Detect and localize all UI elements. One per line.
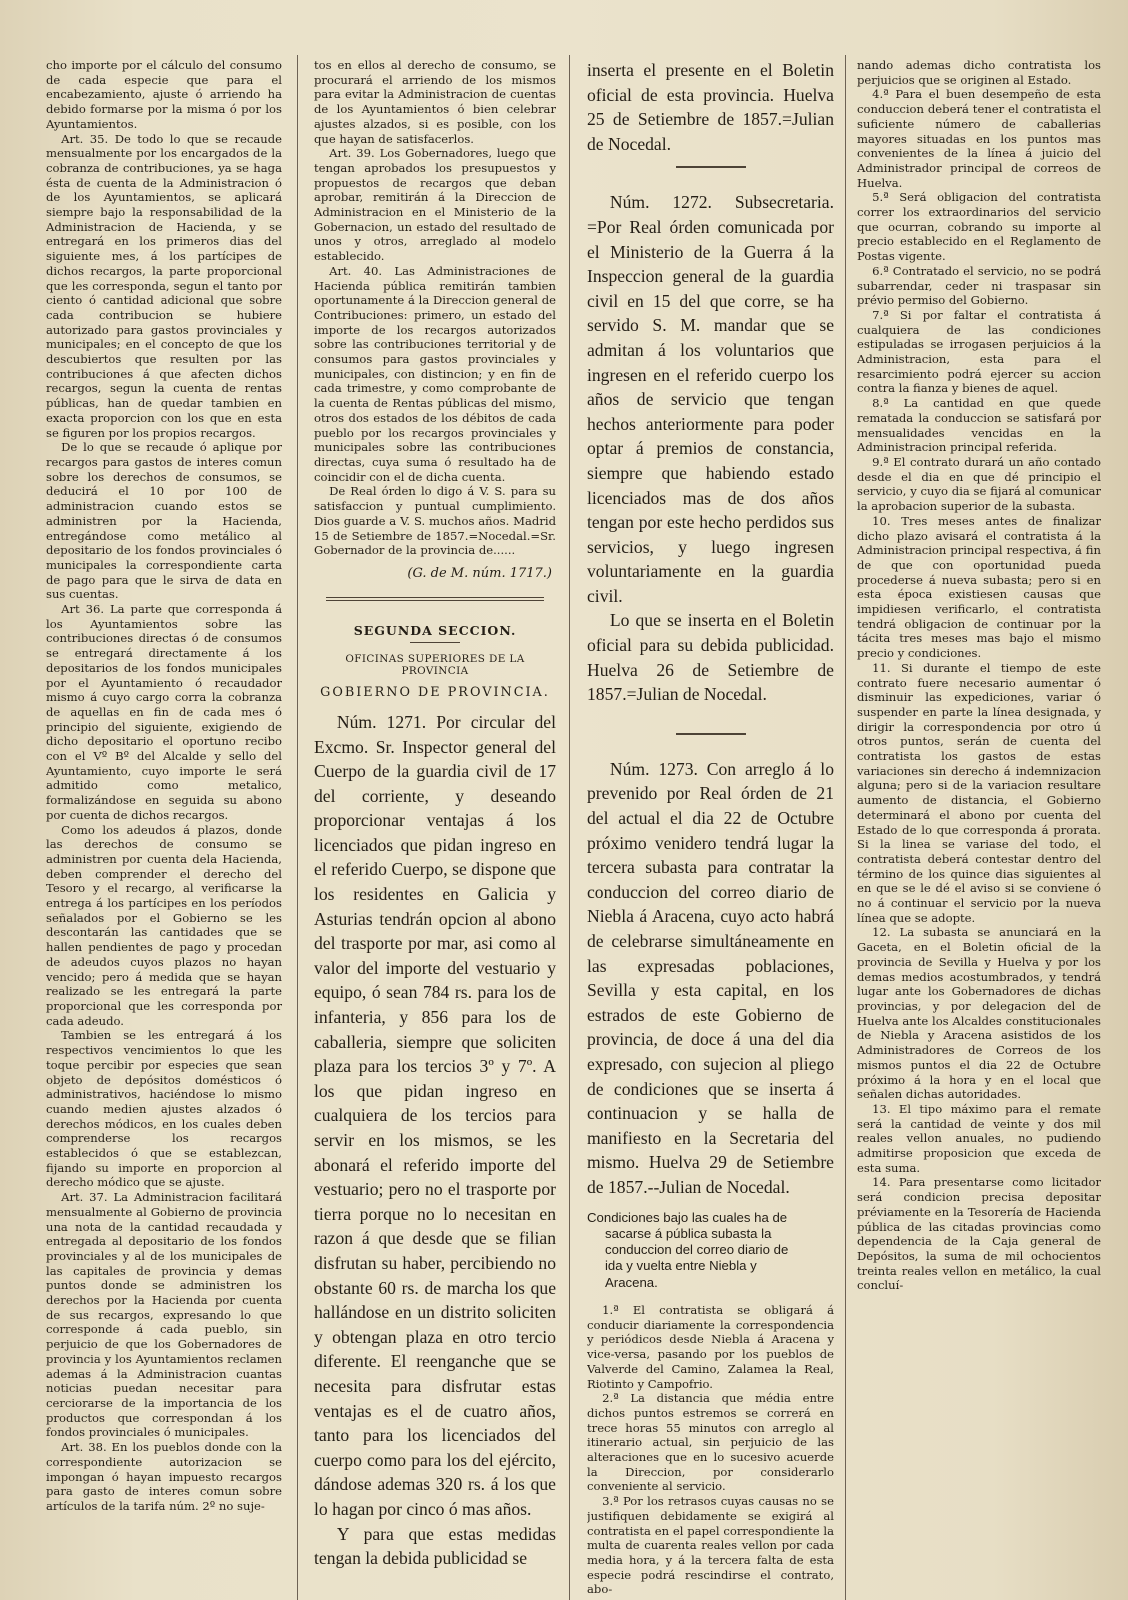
condition-6: 6.ª Contratado el servicio, no se podrá subarrendar, ceder ni traspasar sin prévio permiso del Gobierno.: [857, 263, 1101, 308]
article-40: Art. 40. Las Administraciones de Hacienda pública remitirán tambien oportunamente á la Direccion general de Contribuciones: primero, un estado del importe de los recargos autorizados sobre las contribuciones territorial y de consumos para gastos provinciales y municipales, con distincion; y en fin de cada trimestre, y como comprobante de la cuenta de Rentas públicas del mismo, otros dos estados de los débitos de cada pueblo por los recargos provinciales y municipales sobre las contribuciones directas, cuya suma ó resultado ha de coincidir con el de dicha cuenta.: [314, 263, 556, 484]
article-38: Art. 38. En los pueblos donde con la correspondiente autorizacion se impongan ó hayan impuesto recargos para gasto de interes comun sobre artículos de la tarifa núm. 2º no suje-: [46, 1440, 282, 1513]
condition-13: 13. El tipo máximo para el remate será la cantidad de veinte y dos mil reales vellon anuales, no pudiendo admitirse proposicion que exceda de esta suma.: [857, 1101, 1101, 1175]
condition-7: 7.ª Si por faltar el contratista á cualquiera de las condiciones estipuladas se irrogasen perjuicios á la Administracion, esta para el resarcimiento podrá ejercer su accion contra la fianza y bienes de aquel.: [857, 307, 1101, 396]
condition-8: 8.ª La cantidad en que quede rematada la conduccion se satisfará por mensualidades vencidas en la Administracion principal referida.: [857, 396, 1101, 455]
column-1: [46, 58, 282, 1598]
column-3: [587, 58, 834, 1598]
paragraph: De lo que se recaude ó aplique por recargos para gastos de interes comun sobre los derechos de consumos, se deducirá el 10 por 100 de administracion cuando estos se administren por la Hacienda, entregándose como metálico al depositario de los fondos provinciales ó municipales la correspondiente carta de pago para que le sirva de data en sus cuentas.: [46, 440, 282, 602]
column-2: [314, 58, 556, 1598]
column-divider: [569, 55, 570, 1600]
article-37: Art. 37. La Administracion facilitará mensualmente al Gobierno de provincia una nota de la cantidad recaudada y entregada al depositario de los fondos provinciales y al de los municipales de las capitales de provincia y demas puntos donde se administren los derechos por la Hacienda por cuenta de sus recargos, expresando lo que corresponde á cada pueblo, sin perjuicio de que los Gobernadores de provincia y los Ayuntamientos reclamen ademas á la Administracion cuantas noticias puedan necesitar para cerciorarse de la importancia de los productos que correspondan á los fondos provinciales ó municipales.: [46, 1190, 282, 1440]
conditions-title: Condiciones bajo las cuales ha de sacarse á pública subasta la conduccion del correo diario de ida y vuelta entre Niebla y Aracena.: [587, 1209, 789, 1290]
article-36: Art 36. La parte que corresponda á los Ayuntamientos sobre las contribuciones directas ó de consumos se entregará directamente á los depositarios de los fondos municipales por el Ayuntamiento ó recaudador mismo á cuyo cargo corra la cobranza de aquellas en fin de cada mes ó principio del siguiente, exigiendo de dicho depositario el oportuno recibo con el Vº Bº del Alcalde y sello del Ayuntamiento, cuyo importe le será admitido como metalico, formalizándose en seguida su abono por cuenta de dichos recargos.: [46, 602, 282, 822]
article-35: Art. 35. De todo lo que se recaude mensualmente por los encargados de la cobranza de contribuciones, ya se haga ésta de cuenta de la Administracion ó de los Ayuntamientos, se aplicará siempre bajo la responsabilidad de la Administracion de Hacienda, y se entregará en los primeros dias del siguiente mes, á los partícipes de dichos recargos, la parte proporcional que les corresponda, segun el tanto por ciento ó cantidad adicional que sobre cada contribucion se hubiere autorizado para gastos provinciales y municipales; en el concepto de que los descubiertos que resulten por las contribuciones á que afecten dichos recargos, segun la cuenta de rentas públicas, han de quedar tambien en exacta proporcion con los que en esta se figuren por los propios recargos.: [46, 131, 282, 440]
column-4: [857, 58, 1101, 1598]
divider: [676, 166, 746, 168]
source-citation: (G. de M. núm. 1717.): [407, 565, 552, 581]
condition-11: 11. Si durante el tiempo de este contrato fuere necesario aumentar ó disminuir las expediciones, variar ó suspender en parte la línea designada, y dirigir la correspondencia por otro ú otros puntos, serán de cuenta del contratista los gastos de estas variaciones sin derecho á indemnizacion alguna; pero si de la variacion resultare aumento de distancia, el Gobierno determinará el abono por cuenta del Estado de lo que corresponda á prorata. Si la linea se variase del todo, el contratista deberá contestar dentro del término de los quince dias siguientes al en que se le dé el aviso si se conviene ó no á continuar el servicio por la nueva línea que se adopte.: [857, 660, 1101, 925]
section-title: SEGUNDA SECCION.: [353, 622, 517, 638]
gobierno-heading: GOBIERNO DE PROVINCIA.: [320, 684, 550, 700]
paragraph: De Real órden lo digo á V. S. para su satisfaccion y puntual cumplimiento. Dios guarde a V. S. muchos años. Madrid 15 de Setiembre de 1857.=Nocedal.=Sr. Gobernador de la provincia de......: [314, 484, 556, 558]
paragraph: Lo que se inserta en el Boletin oficial para su debida publicidad. Huelva 26 de Setiembre de 1857.=Julian de Nocedal.: [587, 610, 834, 705]
condition-2: 2.ª La distancia que média entre dichos puntos estremos se correrá en trece horas 55 minutos con arreglo al itinerario actual, sin perjuicio de las alteraciones que en lo sucesivo acuerde la Direccion, por considerarlo conveniente al servicio.: [587, 1391, 834, 1494]
notice-1273: Núm. 1273. Con arreglo á lo prevenido por Real órden de 21 del actual el dia 22 de Octubre próximo venidero tendrá lugar la tercera subasta para contratar la conduccion del correo diario de Niebla á Aracena, cuyo acto habrá de celebrarse simultáneamente en las expresadas poblaciones, Sevilla y esta capital, en los estrados de este Gobierno de provincia, de doce á una del dia expresado, con sujecion al pliego de condiciones que se inserta á continuacion y se halla de manifiesto en la Secretaria del mismo. Huelva 29 de Setiembre de 1857.--Julian de Nocedal.: [587, 758, 834, 1197]
paragraph: Tambien se les entregará á los respectivos vencimientos lo que les toque percibir por especies que sean objeto de depósitos domésticos ó administrativos, haciéndose lo mismo cuando medien ajustes alzados ó derechos módicos, en los cuales deben comprenderse los recargos establecidos ó que se establezcan, fijando su importe en proporcion al derecho módico que se ajuste.: [46, 1028, 282, 1190]
section-divider: [326, 597, 544, 601]
paragraph: Como los adeudos á plazos, donde las derechos de consumo se administren por cuenta dela Hacienda, deben comprender el derecho del Tesoro y el recargo, al verificarse la entrega á los partícipes en los períodos señalados por el Gobierno se les descontarán las cantidades que se hallen pendientes de pago y procedan de adeudos cuyos plazos no hayan vencido; pero á medida que se hayan realizado se les entregará la parte proporcional que les corresponda por cada adeudo.: [46, 822, 282, 1028]
paragraph: Y para que estas medidas tengan la debida publicidad se: [314, 1523, 556, 1569]
condition-5: 5.ª Será obligacion del contratista correr los extraordinarios del servicio que ocurran, cobrando su importe al precio establecido en el Reglamento de Postas vigente.: [857, 190, 1101, 264]
condition-3: 3.ª Por los retrasos cuyas causas no se justifiquen debidamente se exigirá al contratista en el papel correspondiente la multa de cuarenta reales vellon por cada media hora, y á la tercera falta de esta especie podrá rescindirse el contrato, abo-: [587, 1494, 834, 1597]
paragraph: nando ademas dicho contratista los perjuicios que se originen al Estado.: [857, 58, 1101, 87]
condition-1: 1.ª El contratista se obligará á conducir diariamente la correspondencia y periódicos desde Niebla á Aracena y vice-versa, pasando por los pueblos de Valverde del Camino, Zalamea la Real, Riotinto y Campofrio.: [587, 1303, 834, 1391]
paragraph: inserta el presente en el Boletin oficial de esta provincia. Huelva 25 de Setiembre de 1857.=Julian de Nocedal.: [587, 60, 834, 154]
condition-4: 4.ª Para el buen desempeño de esta conduccion deberá tener el contratista el suficiente número de caballerias mayores situadas en los puntos mas convenientes de la línea á juicio del Administrador principal de correos de Huelva.: [857, 87, 1101, 190]
notice-1271: Núm. 1271. Por circular del Excmo. Sr. Inspector general del Cuerpo de la guardia civil de 17 del corriente, y deseando proporcionar ventajas á los licenciados que pidan ingreso en el referido Cuerpo, se dispone que los residentes en Galicia y Asturias tendrán opcion al abono del trasporte por mar, asi como al valor del importe del vestuario y equipo, ó sean 784 rs. para los de infanteria, y 856 para los de caballeria, siempre que soliciten plaza para los tercios 3º y 7º. A los que pidan ingreso en cualquiera de los tercios para servir en los mismos, se les abonará el referido importe del vestuario; pero no el trasporte por tierra porque no lo necesitan en razon á que desde que se filian disfrutan su haber, percibiendo no obstante 60 rs. de marcha los que hallándose en un distrito soliciten y obtengan plaza en otro tercio diferente. El reenganche que se necesita para disfrutar estas ventajas es el de cuatro años, tanto para los licenciados del cuerpo como para los del ejército, dándose ademas 320 rs. á los que lo hagan por cinco ó mas años.: [314, 711, 556, 1519]
divider: [410, 642, 460, 643]
notice-1272: Núm. 1272. Subsecretaria. =Por Real órden comunicada por el Ministerio de la Guerra á la Inspeccion general de la guardia civil en 15 del que corre, se ha servido S. M. mandar que se admitan á los voluntarios que ingresen en el referido cuerpo los años de servicio que tengan hechos anteriormente para poder optar á premios de constancia, siempre que habiendo estado licenciados mas de dos años tengan por este hecho perdidos sus servicios, y luego ingresen voluntariamente en la guardia civil.: [587, 192, 834, 606]
column-divider: [845, 55, 846, 1600]
condition-14: 14. Para presentarse como licitador será condicion precisa depositar préviamente en la Tesorería de Hacienda pública de las citadas provincias como dependencia de la Caja general de Depósitos, la suma de mil ochocientos treinta reales vellon en metálico, la cual concluí-: [857, 1175, 1101, 1293]
office-heading: OFICINAS SUPERIORES DE LA PROVINCIA: [345, 652, 525, 677]
condition-12: 12. La subasta se anunciará en la Gaceta, en el Boletin oficial de la provincia de Sevilla y Huelva y por los demas medios acostumbrados, y tendrá lugar ante los Gobernadores de dichas provincias, y por delegacion del de Huelva ante los Alcaldes constitucionales de Niebla y Aracena asistidos de los Administradores de Correos de los mismos puntos el dia 22 de Octubre próximo á la hora y en el local que señalen dichas autoridades.: [857, 925, 1101, 1102]
divider: [676, 733, 746, 735]
condition-9: 9.ª El contrato durará un año contado desde el dia en que dé principio el servicio, y cuyo dia se fijará al comunicar la aprobacion superior de la subasta.: [857, 454, 1101, 514]
column-divider: [297, 55, 298, 1600]
article-39: Art. 39. Los Gobernadores, luego que tengan aprobados los presupuestos y propuestos de recargos que deban aprobar, remitirán á la Direccion de Administracion en el Ministerio de la Gobernacion, un estado del resultado de unos y otros, arreglado al modelo establecido.: [314, 146, 556, 264]
condition-10: 10. Tres meses antes de finalizar dicho plazo avisará el contratista á la Administracion principal respectiva, á fin de que con oportunidad pueda procederse á nueva subasta; pero si en esta época existiesen causas que impidiesen verificarlo, el contratista tendrá obligacion de continuar por la tácita tres meses mas bajo el mismo precio y condiciones.: [857, 513, 1101, 661]
paragraph: cho importe por el cálculo del consumo de cada especie que para el encabezamiento, ajuste ó arriendo ha debido formarse por la misma ó por los Ayuntamientos.: [46, 58, 282, 131]
paragraph: tos en ellos al derecho de consumo, se procurará el arriendo de los mismos para evitar la Administracion de cuentas de los Ayuntamientos ó bien celebrar ajustes alzados, si es posible, con los que hayan de satisfacerlos.: [314, 58, 556, 146]
